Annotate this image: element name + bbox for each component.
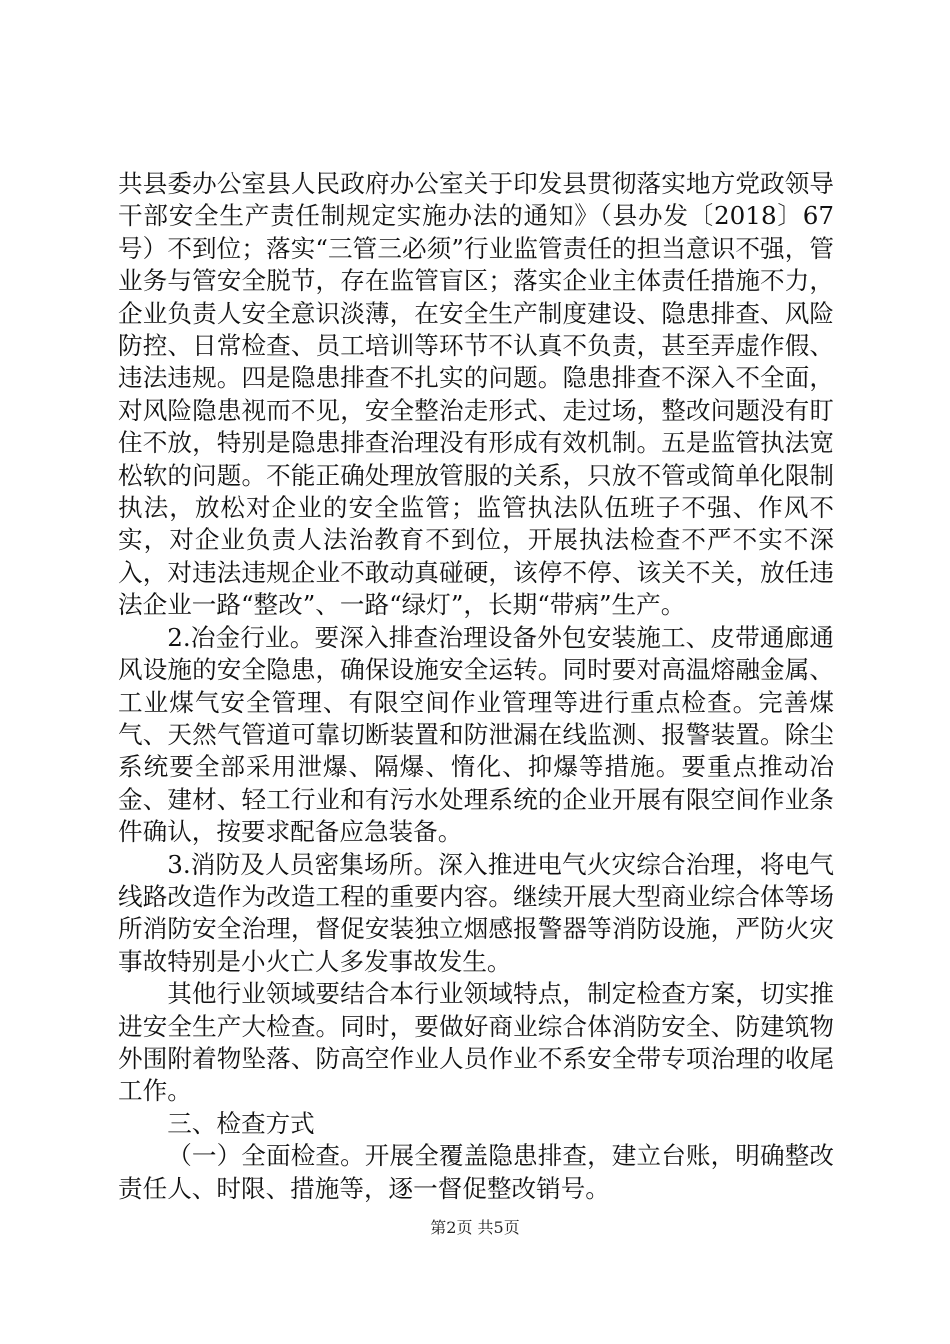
paragraph-comprehensive-inspection: （一）全面检查。开展全覆盖隐患排查，建立台账，明确整改责任人、时限、措施等，逐一督促整改销号。 bbox=[118, 1141, 834, 1203]
page-footer: 第2页 共5页 bbox=[430, 1218, 520, 1237]
paragraph-continuation: 共县委办公室县人民政府办公室关于印发县贯彻落实地方党政领导干部安全生产责任制规定实施办法的通知》（县办发〔2018〕67号）不到位；落实“三管三必须”行业监管责任的担当意识不强，管业务与管安全脱节，存在监管盲区；落实企业主体责任措施不力，企业负责人安全意识淡薄，在安全生产制度建设、隐患排查、风险防控、日常检查、员工培训等环节不认真不负责，甚至弄虚作假、违法违规。四是隐患排查不扎实的问题。隐患排查不深入不全面，对风险隐患视而不见，安全整治走形式、走过场，整改问题没有盯住不放，特别是隐患排查治理没有形成有效机制。五是监管执法宽松软的问题。不能正确处理放管服的关系，只放不管或简单化限制执法，放松对企业的安全监管；监管执法队伍班子不强、作风不实，对企业负责人法治教育不到位，开展执法检查不严不实不深入，对违法违规企业不敢动真碰硬，该停不停、该关不关，放任违法企业一路“整改”、一路“绿灯”，长期“带病”生产。 bbox=[118, 169, 834, 620]
document-body bbox=[118, 168, 834, 1205]
paragraph-metallurgy: 2.冶金行业。要深入排查治理设备外包安装施工、皮带通廊通风设施的安全隐患，确保设施安全运转。同时要对高温熔融金属、工业煤气安全管理、有限空间作业管理等进行重点检查。完善煤气、天然气管道可靠切断装置和防泄漏在线监测、报警装置。除尘系统要全部采用泄爆、隔爆、惰化、抑爆等措施。要重点推动冶金、建材、轻工行业和有污水处理系统的企业开展有限空间作业条件确认，按要求配备应急装备。 bbox=[118, 622, 834, 847]
section-heading-inspection-method: 三、检查方式 bbox=[167, 1108, 315, 1138]
paragraph-other-industries: 其他行业领域要结合本行业领域特点，制定检查方案，切实推进安全生产大检查。同时，要做好商业综合体消防安全、防建筑物外围附着物坠落、防高空作业人员作业不系安全带专项治理的收尾工作。 bbox=[118, 979, 834, 1106]
paragraph-fire-safety: 3.消防及人员密集场所。深入推进电气火灾综合治理，将电气线路改造作为改造工程的重要内容。继续开展大型商业综合体等场所消防安全治理，督促安装独立烟感报警器等消防设施，严防火灾事故特别是小火亡人多发事故发生。 bbox=[118, 849, 834, 976]
